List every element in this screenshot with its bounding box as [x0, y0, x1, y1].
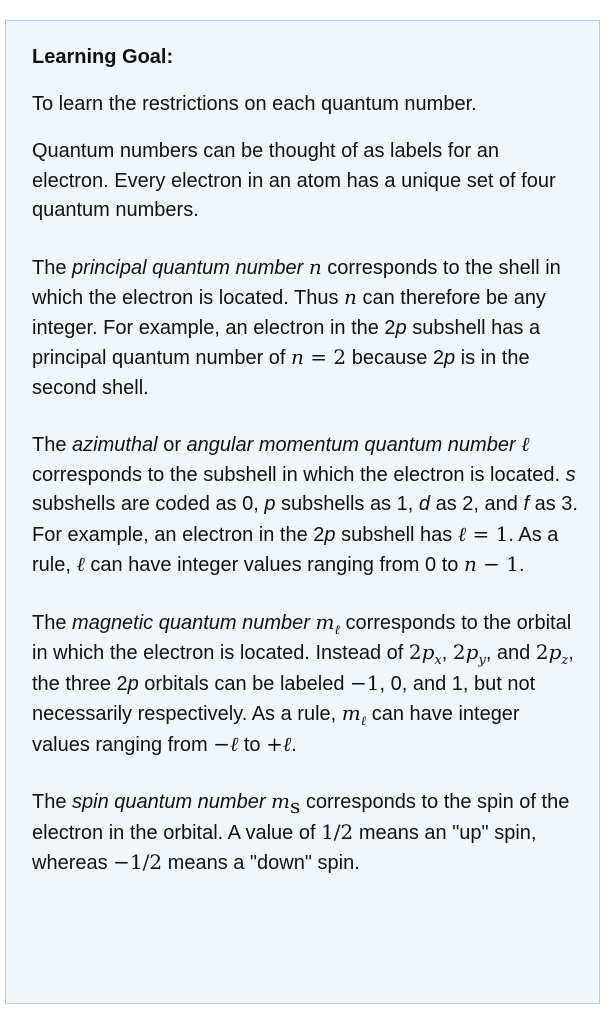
- range-value: − 1: [476, 552, 520, 576]
- text: can therefore be any integer. For example, an electron in the 2: [32, 287, 546, 339]
- magnetic-quantum-paragraph: [32, 608, 579, 761]
- ms-symbol: [271, 789, 301, 818]
- m-symbol: [315, 609, 340, 638]
- m-subscript: ℓ: [334, 622, 340, 638]
- spin-term: spin quantum number: [72, 791, 266, 813]
- text: .: [291, 733, 297, 756]
- m-letter: m: [315, 609, 335, 634]
- text: corresponds to the orbital in which the electron is located. Instead of: [32, 611, 572, 664]
- p: p: [421, 640, 435, 664]
- m-letter: m: [271, 789, 291, 813]
- text: can have integer values ranging from 0 to: [84, 554, 464, 576]
- text: , and: [485, 642, 536, 664]
- n-symbol: n: [308, 254, 322, 279]
- p-letter: p: [395, 316, 407, 339]
- magnetic-term: magnetic quantum number: [72, 611, 310, 634]
- n-symbol: n: [463, 552, 477, 576]
- text: subshells are coded as 0,: [32, 493, 265, 515]
- learning-goal-panel: [5, 20, 600, 1004]
- d-letter: d: [418, 493, 431, 515]
- orbital-2py: [452, 640, 486, 668]
- text: means a "down" spin.: [162, 852, 360, 874]
- text: .: [519, 554, 525, 576]
- text: to: [238, 733, 267, 756]
- s-subscript: s: [290, 794, 301, 818]
- m-subscript: ℓ: [360, 714, 367, 729]
- p-letter: p: [444, 347, 456, 369]
- principal-term: principal quantum number: [72, 256, 304, 279]
- s-letter: s: [565, 463, 576, 486]
- angular-momentum-term: angular momentum quantum number: [186, 434, 516, 456]
- goal-paragraph: To learn the restrictions on each quantum number.: [32, 92, 477, 115]
- text: The: [32, 611, 73, 634]
- text: , 0, and 1, but not necessarily respectively. As a rule,: [32, 672, 536, 725]
- text: as 2, and: [430, 493, 524, 515]
- l-symbol: ℓ: [457, 521, 467, 546]
- n-symbol: n: [291, 345, 304, 369]
- orbital-2pz: [535, 640, 569, 668]
- sub-z: z: [561, 653, 569, 668]
- neg-half-value: −1/2: [113, 850, 163, 874]
- p-letter: p: [324, 523, 336, 546]
- text: corresponds to the spin of the electron in the orbital. A value of: [32, 791, 570, 844]
- azimuthal-quantum-paragraph: [32, 430, 579, 581]
- m-letter: m: [341, 701, 361, 725]
- text: The: [32, 256, 73, 279]
- text: can have integer values ranging from: [32, 703, 520, 756]
- p-letter: p: [127, 672, 139, 695]
- intro-paragraph: Quantum numbers can be thought of as labels for an electron. Every electron in an atom has a unique set of four quantum numbers.: [32, 140, 556, 221]
- principal-quantum-paragraph: [32, 253, 579, 404]
- learning-goal-heading: Learning Goal:: [32, 46, 174, 68]
- half-value: 1/2: [321, 819, 354, 844]
- text: The: [32, 791, 73, 813]
- spin-quantum-paragraph: [32, 787, 579, 879]
- p-letter: p: [264, 493, 276, 515]
- text: or: [157, 434, 187, 456]
- text: , the three 2: [32, 642, 574, 695]
- two: 2: [535, 640, 549, 664]
- azimuthal-term: azimuthal: [72, 434, 158, 456]
- text: . As a rule,: [32, 523, 559, 576]
- text: is in the second shell.: [32, 347, 530, 399]
- text: subshell has a principal quantum number of: [32, 316, 541, 369]
- orbital-2px: [408, 640, 442, 668]
- text: The: [32, 434, 73, 456]
- m-symbol: [341, 701, 367, 729]
- f-letter: f: [523, 493, 530, 515]
- range-low: −ℓ: [213, 731, 239, 756]
- text: subshells as 1,: [275, 493, 419, 515]
- equation-value: = 2: [303, 345, 347, 369]
- two: 2: [408, 640, 422, 664]
- l-symbol: ℓ: [521, 432, 530, 456]
- text: corresponds to the subshell in which the electron is located.: [32, 463, 566, 486]
- minus-one: −1: [350, 670, 380, 695]
- equation-value: = 1: [466, 521, 509, 546]
- n-symbol: n: [344, 285, 357, 309]
- p: p: [465, 640, 479, 664]
- text: subshell has: [335, 523, 458, 546]
- text: as 3. For example, an electron in the 2: [32, 493, 578, 546]
- p: p: [548, 640, 562, 664]
- sub-x: x: [434, 653, 442, 668]
- sub-y: y: [478, 653, 486, 668]
- text: orbitals can be labeled: [138, 672, 350, 695]
- l-symbol: ℓ: [76, 552, 85, 576]
- text: means an "up" spin, whereas: [32, 821, 537, 874]
- text: corresponds to the shell in which the electron is located. Thus: [32, 256, 561, 309]
- two: 2: [452, 640, 466, 664]
- range-high: +ℓ: [266, 731, 292, 756]
- text: because 2: [346, 347, 444, 369]
- text: ,: [441, 642, 453, 664]
